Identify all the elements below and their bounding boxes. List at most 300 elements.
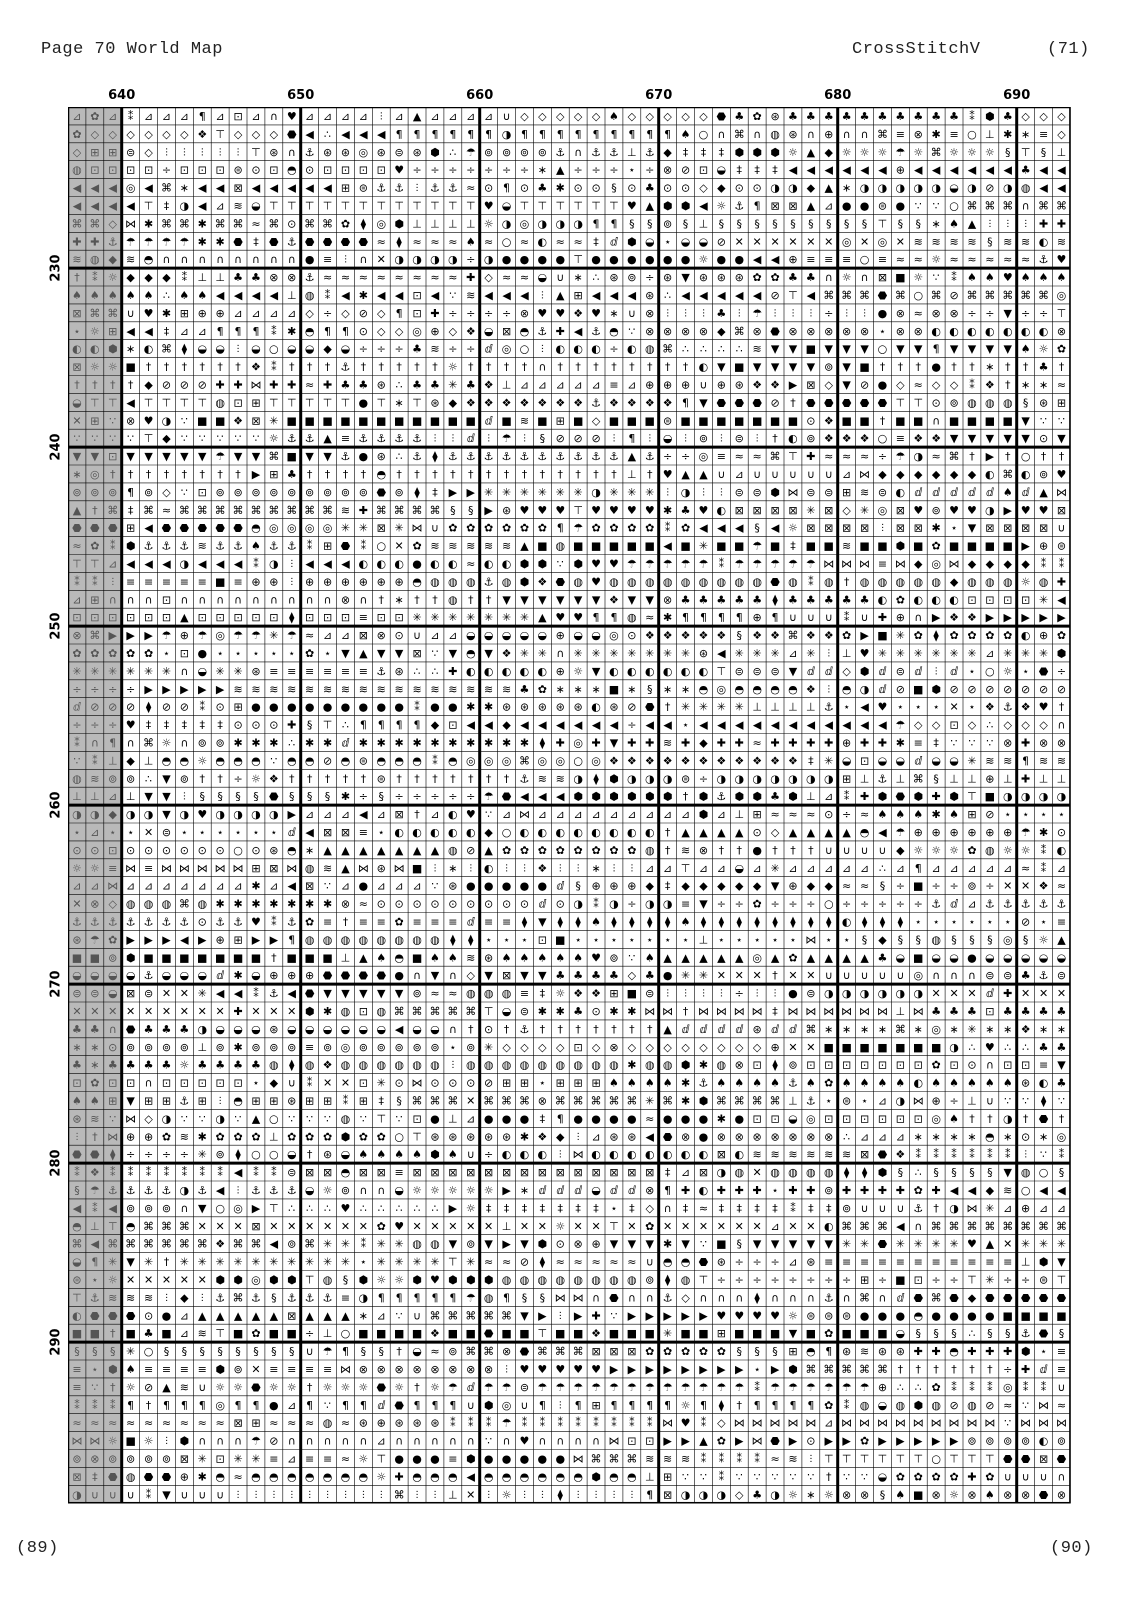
stitch-symbol: ⋆ [736,933,743,946]
stitch-symbol: ⚓ [376,182,386,195]
stitch-symbol: ◒ [305,1023,315,1036]
stitch-symbol: ⫶ [237,1488,240,1501]
stitch-symbol: ✿ [717,1435,726,1448]
stitch-symbol: ◎ [215,1399,225,1412]
stitch-symbol: ⊜ [842,1094,851,1107]
stitch-symbol: ◓ [341,1470,351,1483]
stitch-symbol: ∵ [986,736,993,749]
stitch-symbol: ◇ [699,1041,708,1054]
stitch-symbol: ≈ [1021,253,1030,266]
stitch-symbol: ⋈ [859,557,870,570]
stitch-symbol: ⫶ [613,1488,616,1501]
stitch-symbol: ⊛ [395,665,404,678]
stitch-symbol: ⚓ [251,1291,261,1304]
stitch-symbol: ✕ [466,1488,475,1501]
stitch-symbol: ⁑ [217,1166,223,1179]
stitch-symbol: ⫶ [523,1488,526,1501]
stitch-symbol: ÷ [395,343,404,356]
stitch-symbol: ✱ [627,1005,636,1018]
stitch-symbol: ⊠ [412,647,421,660]
stitch-symbol: ¶ [109,736,116,749]
stitch-symbol: ∩ [162,253,170,266]
stitch-symbol: ⬣ [949,1291,959,1304]
stitch-symbol: ▲ [323,1309,332,1322]
stitch-symbol: ♠ [555,951,565,964]
stitch-symbol: ◑ [681,1488,691,1501]
stitch-symbol: ⊥ [1039,772,1049,785]
stitch-symbol: ◒ [788,1112,798,1125]
stitch-symbol: ⁑ [951,271,957,284]
stitch-symbol: ♠ [878,808,888,821]
stitch-symbol: ⁑ [146,1488,152,1501]
stitch-symbol: ✳ [699,969,708,982]
stitch-symbol: ✕ [395,540,404,553]
stitch-symbol: ◍ [681,1273,691,1286]
stitch-symbol: ⋈ [573,1291,584,1304]
stitch-symbol: ⬢ [734,146,744,159]
stitch-symbol: ✕ [90,1005,99,1018]
stitch-symbol: ≈ [341,1452,350,1465]
stitch-symbol: ✱ [216,898,225,911]
stitch-symbol: ✳ [1039,593,1048,606]
stitch-symbol: ÷ [914,898,923,911]
stitch-symbol: ≋ [180,1130,189,1143]
stitch-symbol: ⋆ [217,826,224,839]
stitch-symbol: ◍ [573,1059,583,1072]
stitch-symbol: ⧫ [772,593,778,606]
stitch-symbol: ⫶ [648,432,651,445]
stitch-symbol: ♣ [967,1005,977,1018]
stitch-symbol: ♠ [108,289,118,302]
stitch-symbol: ▼ [73,450,82,463]
stitch-symbol: ⊙ [395,1077,404,1090]
stitch-symbol: ⚓ [269,987,279,1000]
stitch-symbol: ⊤ [824,1452,834,1465]
stitch-symbol: ◎ [287,522,297,535]
stitch-symbol: ♣ [788,110,798,123]
stitch-symbol: ◀ [109,1202,118,1215]
stitch-symbol: ∪ [556,271,564,284]
stitch-symbol: ⊛ [323,146,332,159]
stitch-symbol: ⊕ [269,575,278,588]
stitch-symbol: ‡ [593,1202,599,1215]
stitch-symbol: ⊥ [788,701,798,714]
stitch-symbol: ◍ [860,575,870,588]
stitch-symbol: ⊕ [377,1417,386,1430]
stitch-symbol: † [396,1345,402,1358]
stitch-symbol: ♠ [573,951,583,964]
stitch-symbol: ◐ [1021,629,1031,642]
stitch-symbol: ≈ [645,1112,654,1125]
stitch-symbol: ≈ [1057,880,1066,893]
stitch-symbol: ⬢ [985,110,995,123]
stitch-symbol: ♠ [842,1077,852,1090]
stitch-symbol: ⬢ [860,665,870,678]
stitch-symbol: ❖ [663,754,673,767]
stitch-symbol: ◎ [591,754,601,767]
stitch-symbol: ⚓ [108,235,118,248]
stitch-symbol: ☼ [788,1309,798,1322]
stitch-symbol: ⊕ [144,1130,153,1143]
stitch-symbol: ∵ [109,1112,116,1125]
stitch-symbol: ÷ [377,343,386,356]
stitch-symbol: ☼ [358,1452,368,1465]
row-label: 290 [49,1329,64,1356]
stitch-symbol: ◓ [287,164,297,177]
stitch-symbol: ≋ [323,683,332,696]
stitch-symbol: ‡ [772,164,778,177]
stitch-symbol: ⫶ [684,987,687,1000]
stitch-symbol: ■ [304,951,314,964]
stitch-symbol: ⊘ [949,289,958,302]
stitch-symbol: ≈ [914,307,923,320]
stitch-symbol: ⁑ [969,1381,975,1394]
stitch-symbol: ■ [985,414,995,427]
stitch-symbol: ≋ [144,1291,153,1304]
stitch-symbol: ⋈ [1038,1399,1049,1412]
stitch-symbol: ⧫ [540,1256,546,1269]
stitch-symbol: ∩ [288,1435,296,1448]
stitch-symbol: ≈ [770,808,779,821]
stitch-symbol: † [343,915,349,928]
stitch-symbol: ✳ [233,1256,242,1269]
stitch-symbol: ⊚ [430,1041,439,1054]
stitch-symbol: ⊥ [323,1327,333,1340]
stitch-symbol: ▲ [216,1309,225,1322]
stitch-symbol: ❖ [609,754,619,767]
stitch-symbol: ◐ [1021,325,1031,338]
stitch-symbol: ⌘ [1020,289,1031,302]
stitch-symbol: ▼ [825,1238,834,1251]
stitch-symbol: ◐ [538,665,548,678]
stitch-symbol: ■ [125,361,135,374]
stitch-symbol: ▶ [109,629,118,642]
stitch-symbol: ▲ [699,951,708,964]
stitch-symbol: ◒ [412,1345,422,1358]
stitch-symbol: ✕ [198,1220,207,1233]
stitch-symbol: ✳ [484,1041,493,1054]
stitch-symbol: ⊤ [305,199,315,212]
stitch-symbol: ∴ [968,1041,975,1054]
stitch-symbol: ⋆ [843,701,850,714]
stitch-symbol: ¶ [807,1399,814,1412]
stitch-symbol: ● [734,1112,744,1125]
stitch-symbol: ⊿ [72,110,81,123]
stitch-symbol: ≈ [806,808,815,821]
stitch-symbol: ⁑ [522,1417,528,1430]
stitch-symbol: ◀ [73,199,82,212]
stitch-symbol: ◎ [913,969,923,982]
stitch-symbol: ∴ [682,343,689,356]
stitch-symbol: § [933,1327,939,1340]
stitch-symbol: ÷ [412,164,421,177]
stitch-symbol: ∴ [843,1130,850,1143]
stitch-symbol: ▶ [538,1309,547,1322]
stitch-symbol: ⧫ [808,915,814,928]
stitch-symbol: ♣ [806,110,816,123]
stitch-symbol: ■ [537,414,547,427]
stitch-symbol: ⊤ [323,396,333,409]
stitch-symbol: ◓ [860,826,870,839]
stitch-symbol: ⁑ [271,325,277,338]
stitch-symbol: ⋈ [1020,1417,1031,1430]
stitch-symbol: ♠ [752,1077,762,1090]
stitch-symbol: ⊥ [896,772,906,785]
stitch-symbol: ✳ [377,1256,386,1269]
stitch-symbol: ■ [770,540,780,553]
stitch-symbol: ✕ [180,1005,189,1018]
stitch-symbol: ≋ [466,289,475,302]
stitch-symbol: ⊛ [627,1130,636,1143]
stitch-symbol: ⧫ [289,611,295,624]
stitch-symbol: ❖ [681,629,691,642]
stitch-symbol: ◐ [949,593,959,606]
stitch-symbol: ∗ [932,217,941,230]
stitch-symbol: ■ [537,540,547,553]
stitch-symbol: ¶ [610,128,617,141]
stitch-symbol: ¶ [431,128,438,141]
stitch-symbol: ⧫ [862,1166,868,1179]
stitch-symbol: § [289,790,295,803]
stitch-symbol: ♥ [1039,504,1049,517]
stitch-symbol: ≡ [949,1256,958,1269]
stitch-symbol: ◐ [430,557,440,570]
stitch-symbol: ♥ [627,504,637,517]
stitch-symbol: ✕ [681,1220,690,1233]
stitch-symbol: ⋈ [859,1417,870,1430]
stitch-symbol: ◀ [556,790,565,803]
stitch-symbol: ◀ [807,289,816,302]
stitch-symbol: ◍ [305,289,315,302]
stitch-symbol: ✱ [251,880,260,893]
stitch-symbol: ▶ [198,683,207,696]
stitch-symbol: ⬣ [90,1148,100,1161]
stitch-symbol: ◒ [394,1184,404,1197]
stitch-symbol: ⫶ [201,1291,204,1304]
stitch-symbol: ⬣ [180,522,190,535]
stitch-symbol: ❖ [215,1238,225,1251]
stitch-symbol: ⊛ [663,271,672,284]
stitch-symbol: ♠ [394,1148,404,1161]
stitch-symbol: ⚓ [287,1184,297,1197]
stitch-symbol: † [92,378,98,391]
stitch-symbol: ☼ [555,987,565,1000]
stitch-symbol: ⊤ [1057,307,1067,320]
stitch-symbol: ∪ [861,844,869,857]
stitch-symbol: ◇ [162,128,171,141]
stitch-symbol: ¶ [718,611,725,624]
stitch-symbol: ⊡ [323,611,332,624]
stitch-symbol: ∵ [449,289,456,302]
stitch-symbol: ◀ [1057,593,1066,606]
stitch-symbol: ◒ [197,969,207,982]
stitch-symbol: ⊤ [72,1291,82,1304]
stitch-symbol: ✱ [377,736,386,749]
stitch-symbol: ⌘ [429,1309,440,1322]
stitch-symbol: ▲ [234,1309,243,1322]
stitch-symbol: ⫶ [416,1488,419,1501]
stitch-symbol: ● [699,1130,709,1143]
stitch-symbol: ▶ [180,683,189,696]
stitch-symbol: ◎ [412,325,422,338]
stitch-symbol: ÷ [735,1273,744,1286]
stitch-symbol: ◓ [609,1470,619,1483]
stitch-symbol: ▲ [825,951,834,964]
stitch-symbol: ❖ [931,432,941,445]
stitch-symbol: ◇ [234,128,243,141]
stitch-symbol: ⊕ [627,880,636,893]
stitch-symbol: § [916,1327,922,1340]
stitch-symbol: ∵ [1058,414,1065,427]
stitch-symbol: ◐ [627,1148,637,1161]
stitch-symbol: ⧫ [558,1488,564,1501]
stitch-symbol: ∪ [878,844,886,857]
stitch-symbol: ◒ [681,235,691,248]
stitch-symbol: ✱ [663,1238,672,1251]
stitch-symbol: ♣ [520,683,530,696]
stitch-symbol: ⊡ [72,611,81,624]
stitch-symbol: ◓ [788,683,798,696]
stitch-symbol: ◆ [735,880,744,893]
stitch-symbol: ◆ [896,844,905,857]
stitch-symbol: ⊠ [323,826,332,839]
stitch-symbol: ⊤ [162,396,172,409]
stitch-symbol: ⊘ [484,1077,493,1090]
stitch-symbol: ■ [716,414,726,427]
stitch-symbol: † [665,701,671,714]
stitch-symbol: ✚ [717,1184,726,1197]
stitch-symbol: ◎ [520,217,530,230]
stitch-symbol: ≡ [341,1291,350,1304]
stitch-symbol: ⋆ [664,235,671,248]
stitch-symbol: ⊡ [269,164,278,177]
stitch-symbol: ⊿ [72,880,81,893]
stitch-symbol: ✚ [287,378,296,391]
stitch-symbol: ♥ [573,1363,583,1376]
stitch-symbol: ⬣ [108,1309,118,1322]
stitch-symbol: ◑ [538,217,548,230]
stitch-symbol: ⅆ [717,1023,725,1036]
stitch-symbol: ❖ [484,378,494,391]
stitch-symbol: ▶ [842,1435,851,1448]
stitch-symbol: ⊗ [896,325,905,338]
stitch-symbol: ⊞ [591,1077,600,1090]
stitch-symbol: ✳ [574,486,583,499]
stitch-symbol: ⚓ [233,540,243,553]
stitch-symbol: ◍ [394,1059,404,1072]
stitch-symbol: ⊡ [645,1435,654,1448]
stitch-symbol: ≡ [484,915,493,928]
stitch-symbol: ▼ [771,1238,780,1251]
stitch-symbol: ◀ [538,790,547,803]
stitch-symbol: ⬢ [699,1094,709,1107]
stitch-symbol: ◎ [359,146,369,159]
stitch-symbol: ☼ [108,1273,118,1286]
stitch-symbol: ♣ [842,593,852,606]
stitch-symbol: ⬢ [591,1470,601,1483]
stitch-symbol: ⋈ [805,1005,816,1018]
stitch-symbol: ⬢ [215,1273,225,1286]
stitch-symbol: ⊿ [878,1130,887,1143]
stitch-symbol: ⊜ [520,1381,529,1394]
stitch-symbol: ◑ [609,898,619,911]
stitch-symbol: ☼ [376,1470,386,1483]
stitch-symbol: ⌘ [949,450,960,463]
stitch-symbol: ◑ [180,557,190,570]
stitch-symbol: ✿ [377,1220,386,1233]
stitch-symbol: ⊤ [573,199,583,212]
stitch-symbol: ⊘ [985,182,994,195]
stitch-symbol: ◇ [520,110,529,123]
stitch-symbol: ✿ [824,1077,833,1090]
stitch-symbol: ≈ [520,271,529,284]
stitch-symbol: ✱ [323,898,332,911]
stitch-symbol: ∗ [591,862,600,875]
stitch-symbol: ◇ [556,1041,565,1054]
stitch-symbol: ⋈ [125,862,136,875]
stitch-symbol: ✕ [162,987,171,1000]
stitch-symbol: ◇ [842,504,851,517]
stitch-symbol: ◀ [717,647,726,660]
stitch-symbol: ⊚ [448,1345,457,1358]
stitch-symbol: ⊗ [932,1488,941,1501]
stitch-symbol: ⌘ [465,1005,476,1018]
stitch-symbol: ◑ [180,808,190,821]
stitch-symbol: ◆ [699,880,708,893]
stitch-symbol: ◇ [144,146,153,159]
stitch-symbol: ¶ [449,1291,456,1304]
stitch-symbol: ▶ [628,1363,637,1376]
stitch-symbol: ≈ [305,1417,314,1430]
stitch-symbol: ⊚ [108,486,117,499]
stitch-symbol: ◒ [180,969,190,982]
stitch-symbol: ⧫ [862,915,868,928]
stitch-symbol: ÷ [591,164,600,177]
stitch-symbol: ∗ [985,1023,994,1036]
stitch-symbol: ⚓ [126,915,136,928]
stitch-symbol: ❖ [716,629,726,642]
stitch-symbol: ♠ [502,951,512,964]
stitch-symbol: ◓ [412,575,422,588]
stitch-symbol: ⊠ [735,504,744,517]
stitch-symbol: ⊠ [1039,1452,1048,1465]
stitch-symbol: ◀ [234,557,243,570]
stitch-symbol: ◍ [305,1059,315,1072]
stitch-symbol: ≡ [1039,128,1048,141]
stitch-symbol: ÷ [1003,1273,1012,1286]
stitch-symbol: ÷ [842,1273,851,1286]
stitch-symbol: ≈ [574,1256,583,1269]
stitch-symbol: ▼ [771,880,780,893]
stitch-symbol: † [468,593,474,606]
stitch-symbol: ◒ [896,754,906,767]
stitch-symbol: ● [394,969,404,982]
stitch-symbol: ⊚ [126,1452,135,1465]
stitch-symbol: ✚ [1021,772,1030,785]
stitch-symbol: ⊞ [1057,396,1066,409]
stitch-symbol: ✚ [216,378,225,391]
stitch-symbol: ∩ [861,271,869,284]
stitch-symbol: ⊕ [305,575,314,588]
stitch-symbol: ⊗ [90,1452,99,1465]
stitch-symbol: ⊤ [967,1273,977,1286]
stitch-symbol: ⊠ [609,1345,618,1358]
stitch-symbol: ✕ [412,1220,421,1233]
stitch-symbol: ⊡ [896,1059,905,1072]
stitch-symbol: ◒ [878,754,888,767]
stitch-symbol: ⁑ [754,1452,760,1465]
stitch-symbol: ○ [502,826,512,839]
